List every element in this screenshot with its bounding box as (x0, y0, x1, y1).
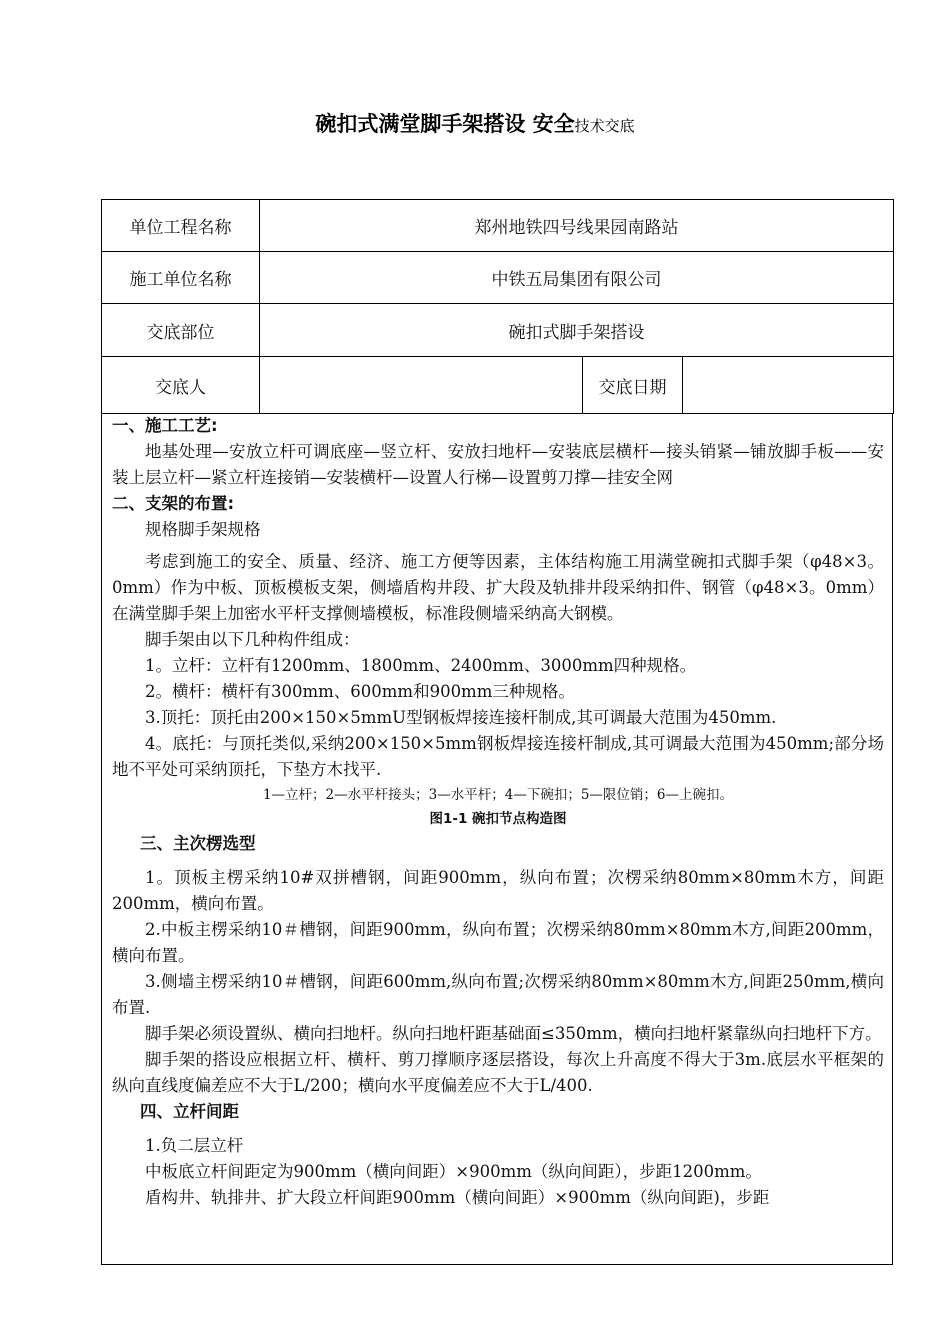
title-suffix: 技术交底 (574, 117, 635, 135)
content-body (102, 413, 892, 1211)
section-2-heading: 二、支架的布置: (112, 494, 235, 513)
figure-title: 图1-1 碗扣节点构造图 (429, 811, 567, 827)
row-location (102, 304, 894, 357)
content-box (101, 413, 893, 1265)
section-2-spec-title: 规格脚手架规格 (145, 520, 261, 539)
section-3-erection: 脚手架的搭设应根据立杆、横杆、剪刀撑顺序逐层搭设，每次上升高度不得大于3m.底层水平框架的纵向直线度偏差应不大于L/200；横向水平度偏差应不大于L/400. (112, 1050, 884, 1095)
construction-unit-label: 施工单位名称 (102, 252, 260, 304)
date-label: 交底日期 (583, 357, 683, 414)
section-4-middle-slab: 中板底立杆间距定为900mm（横向间距）×900mm（纵向间距），步距1200mm。 (145, 1162, 762, 1181)
section-3-item-1: 1。顶板主楞采纳10#双拼槽钢，间距900mm，纵向布置；次楞采纳80mm×80mm木方，间距200mm，横向布置。 (112, 868, 884, 913)
section-4-shaft-spacing: 盾构井、轨排井、扩大段立杆间距900mm（横向间距）×900mm（纵向间距)，步距 (145, 1188, 770, 1207)
section-3-item-3: 3.侧墙主楞采纳10＃槽钢，间距600mm,纵向布置;次楞采纳80mm×80mm木方,间距250mm,横向布置. (112, 972, 884, 1017)
section-3-sweep-rod: 脚手架必须设置纵、横向扫地杆。纵向扫地杆距基础面≤350mm，横向扫地杆紧靠纵向扫地杆下方。 (145, 1024, 882, 1043)
unit-project-label: 单位工程名称 (102, 200, 260, 252)
location-value: 碗扣式脚手架搭设 (260, 304, 894, 357)
section-2-intro: 考虑到施工的安全、质量、经济、施工方便等因素，主体结构施工用满堂碗扣式脚手架（φ48×3。0mm）作为中板、顶板模板支架，侧墙盾构井段、扩大段及轨排井段采纳扣件、钢管（φ48×3。0mm）在满堂脚手架上加密水平杆支撑侧墙模板，标准段侧墙采纳高大钢模。 (112, 552, 884, 623)
section-3-heading: 三、主次楞选型 (140, 834, 256, 853)
document-title (0, 108, 950, 138)
row-person-date (102, 357, 894, 414)
section-3-item-2: 2.中板主楞采纳10＃槽钢，间距900mm，纵向布置；次楞采纳80mm×80mm木方,间距200mm，横向布置。 (112, 920, 884, 965)
unit-project-value: 郑州地铁四号线果园南路站 (260, 200, 894, 252)
header-table (101, 199, 894, 414)
row-unit-project (102, 200, 894, 252)
section-1-heading: 一、施工工艺: (112, 416, 218, 435)
construction-unit-value: 中铁五局集团有限公司 (260, 252, 894, 304)
section-2-components: 脚手架由以下几种构件组成： (145, 630, 360, 649)
row-construction-unit (102, 252, 894, 304)
person-value (260, 357, 583, 414)
section-1-process: 地基处理—安放立杆可调底座—竖立杆、安放扫地杆—安装底层横杆—接头销紧—铺放脚手板——安装上层立杆—紧立杆连接销—安装横杆—设置人行梯—设置剪刀撑—挂安全网 (112, 442, 884, 487)
location-label: 交底部位 (102, 304, 260, 357)
date-value (683, 357, 894, 414)
section-4-heading: 四、立杆间距 (140, 1102, 239, 1121)
section-2-item-2: 2。横杆：横杆有300mm、600mm和900mm三种规格。 (145, 682, 575, 701)
section-2-item-1: 1。立杆：立杆有1200mm、1800mm、2400mm、3000mm四种规格。 (145, 656, 697, 675)
section-2-item-4: 4。底托：与顶托类似,采纳200×150×5mm钢板焊接连接杆制成,其可调最大范围为450mm;部分场地不平处可采纳顶托，下垫方木找平. (112, 734, 884, 779)
section-2-item-3: 3.顶托：顶托由200×150×5mmU型钢板焊接连接杆制成,其可调最大范围为450mm. (145, 708, 777, 727)
section-4-item-1: 1.负二层立杆 (145, 1136, 244, 1155)
figure-legend: 1—立杆；2—水平杆接头；3—水平杆；4—下碗扣；5—限位销；6—上碗扣。 (262, 787, 734, 803)
title-main: 碗扣式满堂脚手架搭设 安全 (315, 112, 575, 136)
person-label: 交底人 (102, 357, 260, 414)
